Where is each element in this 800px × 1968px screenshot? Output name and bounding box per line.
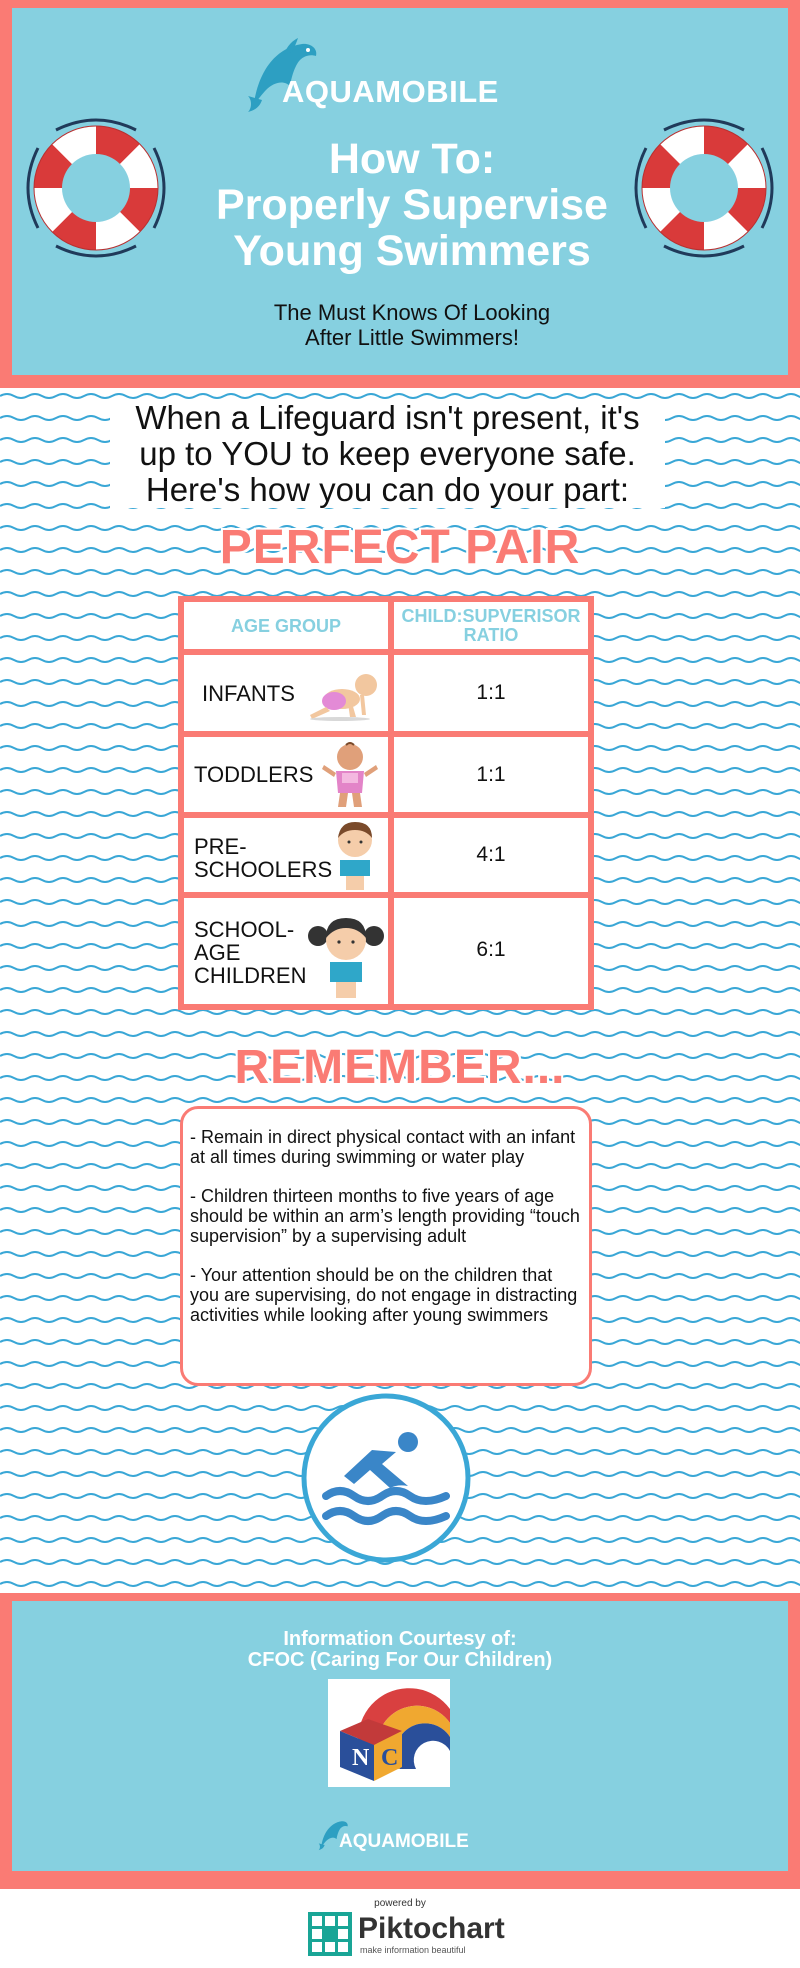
table-row xyxy=(184,818,388,892)
subtitle-line: After Little Swimmers! xyxy=(305,325,519,350)
aquamobile-footer-logo xyxy=(317,1809,487,1861)
remember-item: - Your attention should be on the children that you are supervising, do not engage in distracting activities while looking after young swimmers xyxy=(190,1265,578,1325)
age-group-label: CHILDREN xyxy=(194,963,307,988)
page-subtitle xyxy=(202,300,622,350)
table-row xyxy=(184,898,388,1004)
cfoc-logo-icon xyxy=(328,1679,450,1787)
page-title xyxy=(132,136,692,274)
svg-text:N: N xyxy=(352,1745,370,1771)
table-row xyxy=(394,818,588,892)
ratio-table xyxy=(178,596,594,1010)
brand-name: AQUAMOBILE xyxy=(339,1831,469,1852)
table-header-age xyxy=(184,602,388,649)
ratio-value: 1:1 xyxy=(476,763,506,786)
column-header: AGE GROUP xyxy=(230,616,341,636)
boy-icon xyxy=(330,820,380,892)
wave-line xyxy=(0,1098,800,1102)
wave-line xyxy=(0,394,800,398)
table-row xyxy=(394,655,588,731)
courtesy-line: Information Courtesy of: xyxy=(283,1628,517,1650)
intro-line: up to YOU to keep everyone safe. xyxy=(139,435,636,472)
remember-box xyxy=(180,1106,592,1386)
intro-text xyxy=(110,400,665,508)
remember-item: - Remain in direct physical contact with an infant at all times during swimming or water play xyxy=(190,1127,576,1167)
swimmer-icon xyxy=(300,1392,472,1564)
header-panel xyxy=(12,8,788,375)
ratio-value: 1:1 xyxy=(476,681,506,704)
subtitle-line: The Must Knows Of Looking xyxy=(273,300,551,325)
crawling-baby-icon xyxy=(304,667,384,723)
brand-name: AQUAMOBILE xyxy=(282,74,499,109)
aquamobile-logo xyxy=(244,34,512,114)
table-row xyxy=(394,898,588,1004)
title-line: Young Swimmers xyxy=(233,227,591,275)
perfect-pair-heading: PERFECT PAIR xyxy=(219,521,581,574)
intro-line: Here's how you can do your part: xyxy=(145,471,630,508)
piktochart-name: Piktochart xyxy=(358,1912,505,1945)
piktochart-tagline: make information beautiful xyxy=(360,1945,466,1955)
column-header: RATIO xyxy=(463,625,519,645)
toddler-icon xyxy=(320,741,380,809)
footer-panel xyxy=(12,1601,788,1871)
svg-text:C: C xyxy=(381,1745,399,1771)
wave-line xyxy=(0,1582,800,1586)
piktochart-logo[interactable] xyxy=(308,1912,508,1958)
age-group-label: TODDLERS xyxy=(194,762,314,787)
age-group-label: SCHOOL- xyxy=(194,917,295,942)
age-group-label: AGE xyxy=(194,940,241,965)
table-header-ratio xyxy=(394,602,588,649)
footer xyxy=(0,1593,800,1889)
courtesy-text xyxy=(12,1629,788,1671)
wave-line xyxy=(0,1032,800,1036)
wave-line xyxy=(0,1010,800,1014)
age-group-label: SCHOOLERS xyxy=(194,857,333,882)
table-row xyxy=(394,737,588,812)
table-row xyxy=(184,655,388,731)
title-line: How To: xyxy=(328,135,496,183)
age-group-label: INFANTS xyxy=(202,681,295,706)
remember-heading: REMEMBER... xyxy=(234,1041,566,1094)
table-row xyxy=(184,737,388,812)
remember-item: - Children thirteen months to five years of age should be within an arm’s length providing “touch supervision” by a supervising adult xyxy=(190,1186,580,1246)
girl-icon xyxy=(308,910,384,1000)
ratio-value: 6:1 xyxy=(476,938,506,961)
column-header: CHILD:SUPVERISOR xyxy=(401,606,581,626)
intro-line: When a Lifeguard isn't present, it's xyxy=(135,399,640,436)
remember-list xyxy=(190,1127,582,1344)
header xyxy=(0,0,800,388)
powered-by-label: powered by xyxy=(374,1898,426,1909)
piktochart-grid-icon xyxy=(308,1912,352,1956)
ratio-value: 4:1 xyxy=(476,843,506,866)
age-group-label: PRE- xyxy=(194,834,247,859)
title-line: Properly Supervise xyxy=(216,181,608,229)
courtesy-line: CFOC (Caring For Our Children) xyxy=(247,1649,553,1671)
